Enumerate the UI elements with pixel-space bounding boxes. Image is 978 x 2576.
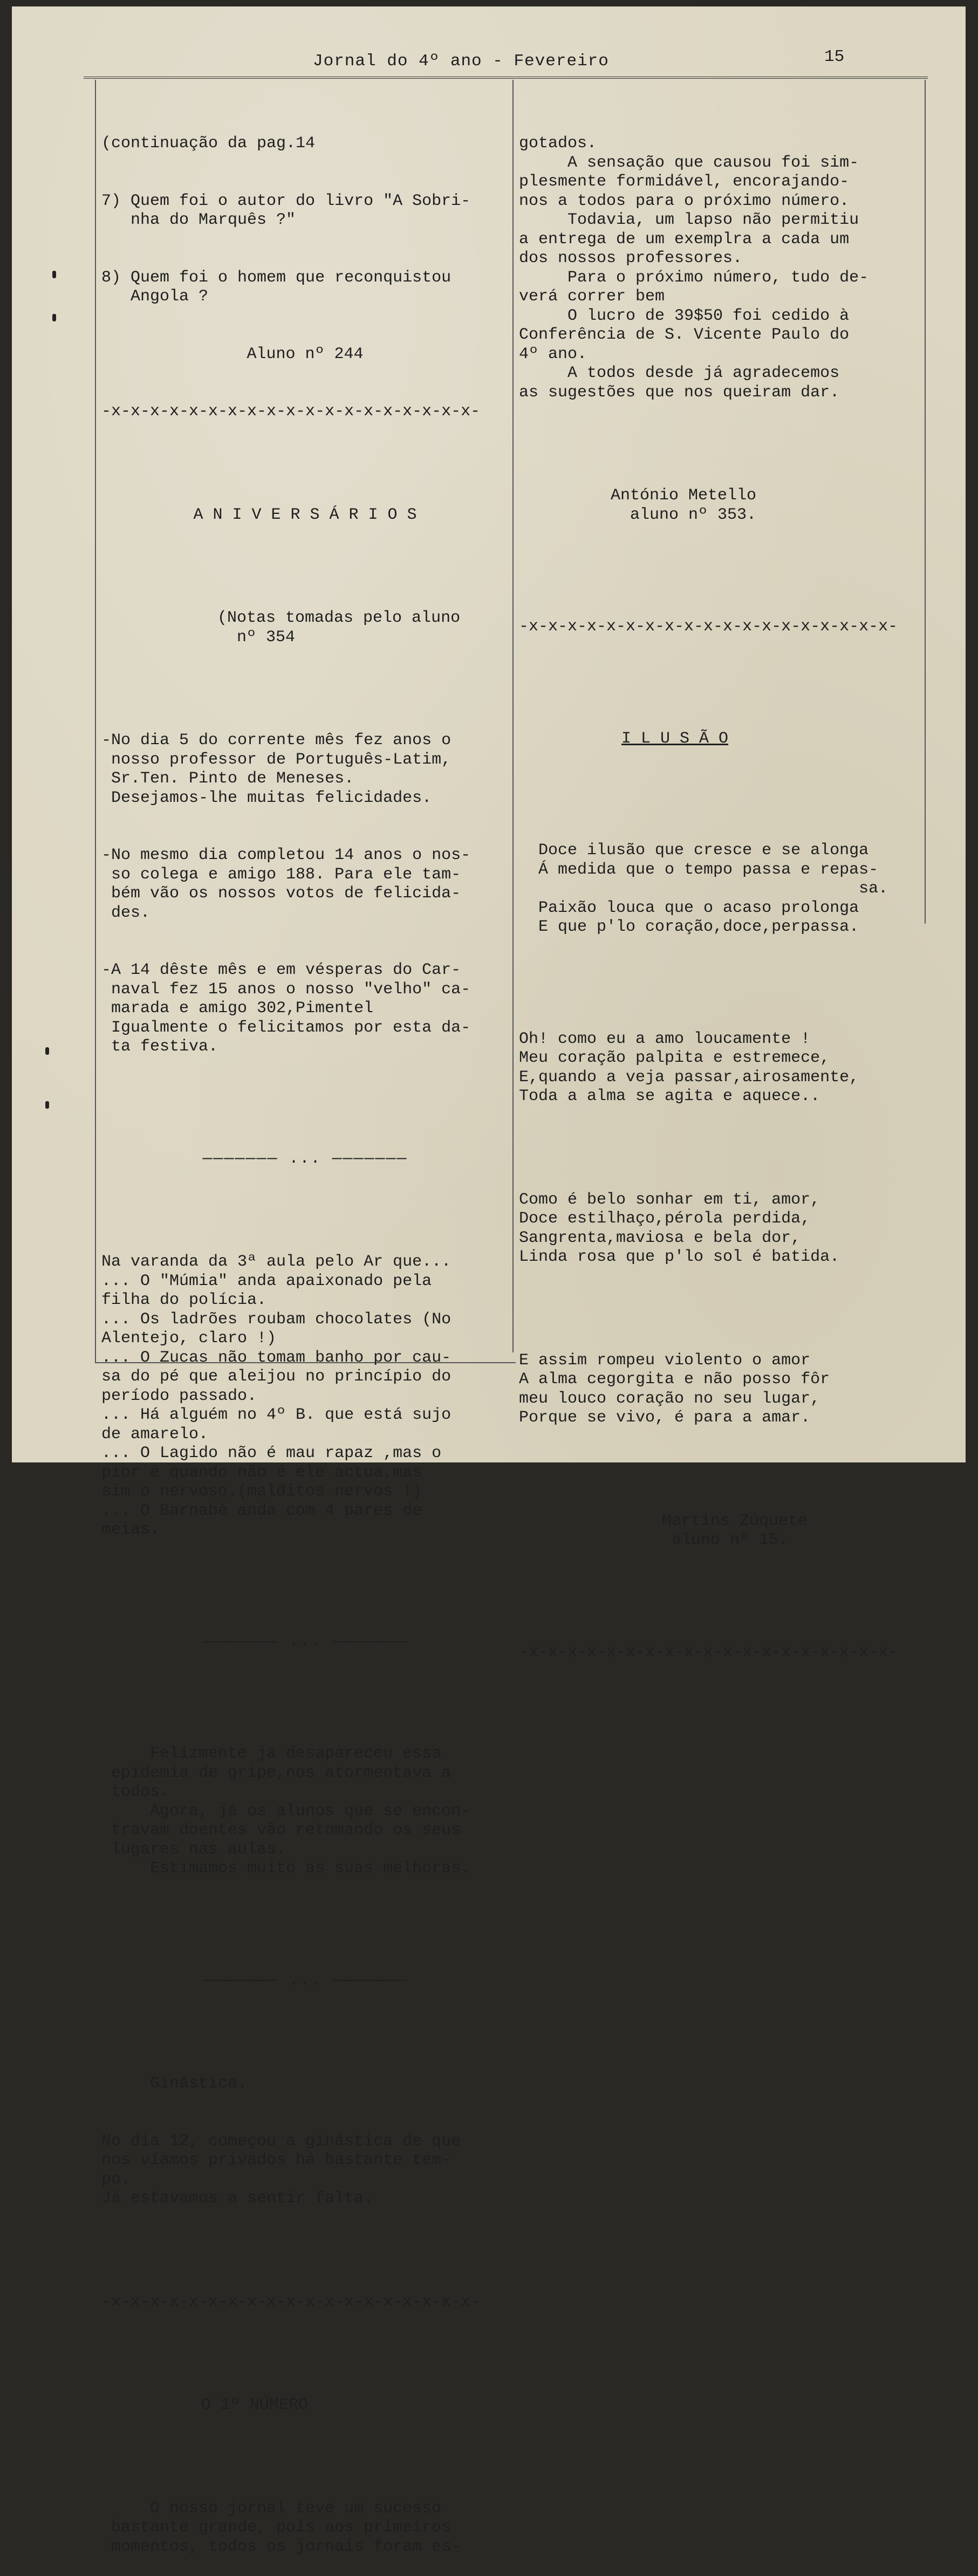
first-issue-text: O nosso jornal teve um sucesso bastante grande, pois aos primeiros momentos, todos os jornais foram es- [111,2499,461,2556]
quiz-question-8: 8) Quem foi o homem que reconquistou Angola ? [101,268,452,306]
divider: ——————— ... ——————— [202,1971,408,1990]
birthdays-title: A N I V E R S Á R I O S [193,505,417,524]
poem-stanza: E assim rompeu violento o amor A alma cegorgita e não posso fôr meu louco coração no seu lugar, Porque se vivo, é para a amar. [519,1351,830,1427]
ink-spot [45,1047,49,1055]
column-divider [512,80,514,1352]
poem-stanza: Doce ilusão que cresce e se alonga Á medida que o tempo passa e repas- sa. Paixão louca que o acaso prolonga E que p'lo coração,doce,perpassa. [538,841,888,936]
section-separator: -x-x-x-x-x-x-x-x-x-x-x-x-x-x-x-x-x-x-x- [101,2292,481,2311]
poem-author: Martins Zúquete aluno nº 15. [662,1512,808,1549]
section-separator: -x-x-x-x-x-x-x-x-x-x-x-x-x-x-x-x-x-x-x- [101,402,481,421]
article-signature: António Metello aluno nº 353. [611,486,757,524]
page-number: 15 [824,47,845,66]
divider: ——————— ... ——————— [202,1149,408,1168]
poem-title: I L U S Ã O [621,729,729,748]
frame-right [925,80,926,924]
birthday-item: -No mesmo dia completou 14 anos o nos- so colega e amigo 188. Para ele tam- bém vão os nossos votos de felicida- des. [101,846,471,922]
divider: ——————— ... ——————— [202,1632,408,1651]
header-rule [84,77,928,79]
section-separator: -x-x-x-x-x-x-x-x-x-x-x-x-x-x-x-x-x-x-x- [519,1643,898,1661]
poem-stanza: Como é belo sonhar em ti, amor, Doce estilhaço,pérola perdida, Sangrenta,maviosa e bela dor, Linda rosa que p'lo sol é batida. [519,1190,840,1266]
birthday-item: -A 14 dêste mês e em vésperas do Car- naval fez 15 anos o nosso "velho" ca- marada e amigo 302,Pimentel Igualmente o felicitamos por esta da- ta festiva. [101,961,471,1056]
page-title: Jornal do 4º ano - Fevereiro [313,52,609,71]
frame-left [95,80,96,1363]
first-issue-title: O 1º NÚMERO [201,2396,309,2414]
gym-title: Ginástica. [101,2074,248,2093]
ink-spot [52,314,56,321]
poem-stanza: Oh! como eu a amo loucamente ! Meu coração palpita e estremece, E,quando a veja passar,airosamente, Toda a alma se agita e aquece.. [519,1029,859,1105]
quiz-signature: Aluno nº 244 [247,345,364,363]
left-column [101,96,509,2576]
first-issue-continuation: gotados. A sensação que causou foi sim- plesmente formidável, encorajando- nos a todos para o próximo número. Todavia, um lapso não permitiu a entrega de um exemplra a cada um dos nossos professores. Para o próximo número, tudo de- verá correr bem O lucro de 39$50 foi cedido à Conferência de S. Vicente Paulo do 4º ano. A todos desde já agradecemos as sugestões que nos queiram dar. [519,134,869,402]
quiz-continuation: (continuação da pag.14 [101,134,316,153]
flu-article: Felizmente já desapareceu essa epidemia de gripe,nos atormentava a todos. Agora, já os alunos que se encon- travam doentes vão retomando os seus lugares nas aulas. Estimamos muito as suas melhoras. [111,1744,471,1878]
section-separator: -x-x-x-x-x-x-x-x-x-x-x-x-x-x-x-x-x-x-x- [519,617,898,636]
birthdays-note: (Notas tomadas pelo aluno nº 354 [217,609,461,647]
birthday-item: -No dia 5 do corrente mês fez anos o nosso professor de Português-Latim, Sr.Ten. Pinto de Meneses. Desejamos-lhe muitas felicidades. [101,731,452,807]
gym-text: No dia 12, começou a ginástica de que nos víamos privados há bastante tem- po. Já estavamos a sentir falta. [101,2132,461,2208]
gossip-section: Na varanda da 3ª aula pelo Ar que... ... O "Múmia" anda apaixonado pela filha do polícia. ... Os ladrões roubam chocolates (No Alentejo, claro !) ... O Zucas não tomam banho por cau- sa do pé que aleijou no princípio do período passado. ... Há alguém no 4º B. que está sujo de amarelo. ... O Lagido não é mau rapaz ,mas o pior é quando não é ele actua,mas sim o nervoso.(malditos nervos !) ... O Barnabé anda com 4 pares de meias. [101,1253,452,1539]
quiz-question-7: 7) Quem foi o autor do livro "A Sobri- nha do Marquês ?" [101,191,471,229]
ink-spot [52,271,56,278]
right-column [519,96,921,1681]
ink-spot [45,1101,49,1109]
